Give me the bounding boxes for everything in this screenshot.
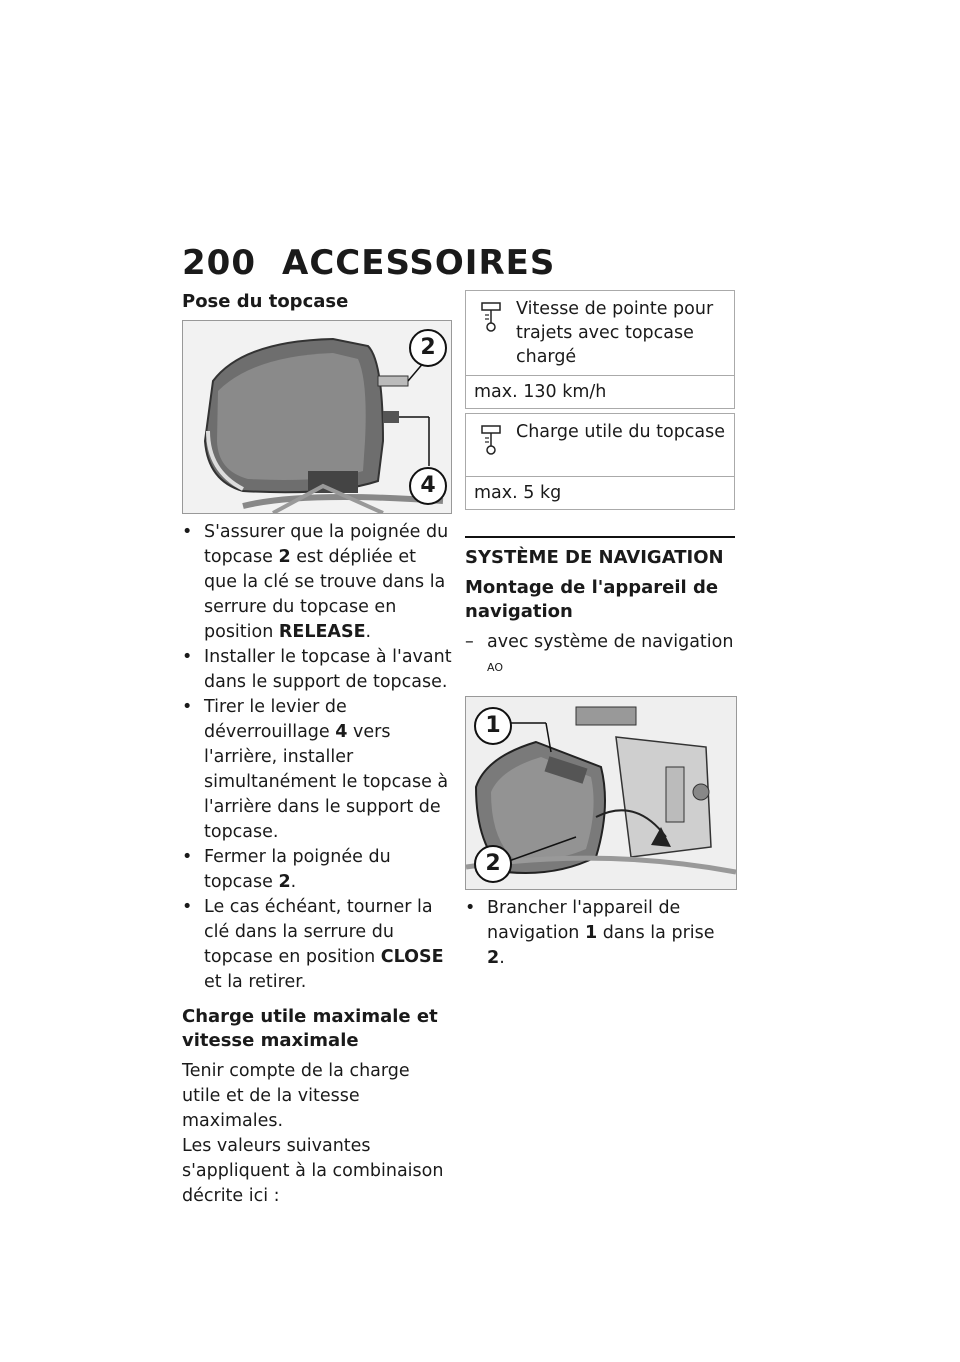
callout-4: 4 [409, 467, 447, 505]
list-item: • Tirer le levier de déverrouillage 4 vers l'arrière, installer simultanément le topcase à l'arrière dans le support de topcase. [182, 697, 449, 842]
list-item: • Installer le topcase à l'avant dans le support de topcase. [182, 647, 452, 692]
page-number: 200 [182, 243, 256, 283]
topcase-steps [182, 520, 452, 995]
list-item: • Brancher l'appareil de navigation 1 dans la prise 2. [465, 897, 715, 968]
spec-payload [465, 413, 735, 510]
spec-speed-label: Vitesse de pointe pour trajets avec topcase chargé [516, 299, 714, 367]
callout-1: 1 [474, 707, 512, 745]
navigation-steps [465, 896, 735, 971]
left-column [182, 290, 452, 1209]
chapter-title: ACCESSOIRES [282, 243, 556, 283]
list-item: – avec système de navigation $^{AO}$ [465, 632, 734, 674]
spec-payload-label: Charge utile du topcase [516, 422, 726, 442]
list-item: • S'assurer que la poignée du topcase 2 est dépliée et que la clé se trouve dans la serrure du topcase en position RELEASE. [182, 522, 449, 642]
subtitle-mount-navigation: Montage de l'appareil de navigation [465, 577, 719, 622]
gauge-icon [480, 424, 502, 463]
topcase-figure [182, 320, 452, 514]
spec-speed [465, 290, 735, 409]
spec-speed-value: max. 130 km/h [466, 375, 734, 408]
navigation-figure [465, 696, 737, 890]
list-item: • Le cas échéant, tourner la clé dans la serrure du topcase en position CLOSE et la retirer. [182, 897, 444, 992]
list-item: • Fermer la poignée du topcase 2. [182, 847, 391, 892]
right-column [465, 290, 735, 981]
payload-paragraph-1: Tenir compte de la charge utile et de la vitesse maximales. [182, 1061, 410, 1131]
payload-paragraph-2: Les valeurs suivantes s'appliquent à la combinaison décrite ici : [182, 1136, 444, 1206]
section-title-topcase: Pose du topcase [182, 291, 349, 312]
callout-2: 2 [474, 845, 512, 883]
subtitle-payload: Charge utile maximale et vitesse maximale [182, 1006, 438, 1051]
navigation-condition [465, 630, 735, 686]
spec-payload-value: max. 5 kg [466, 476, 734, 509]
callout-2: 2 [409, 329, 447, 367]
section-title-navigation: SYSTÈME DE NAVIGATION [465, 536, 735, 570]
gauge-icon [480, 301, 502, 340]
